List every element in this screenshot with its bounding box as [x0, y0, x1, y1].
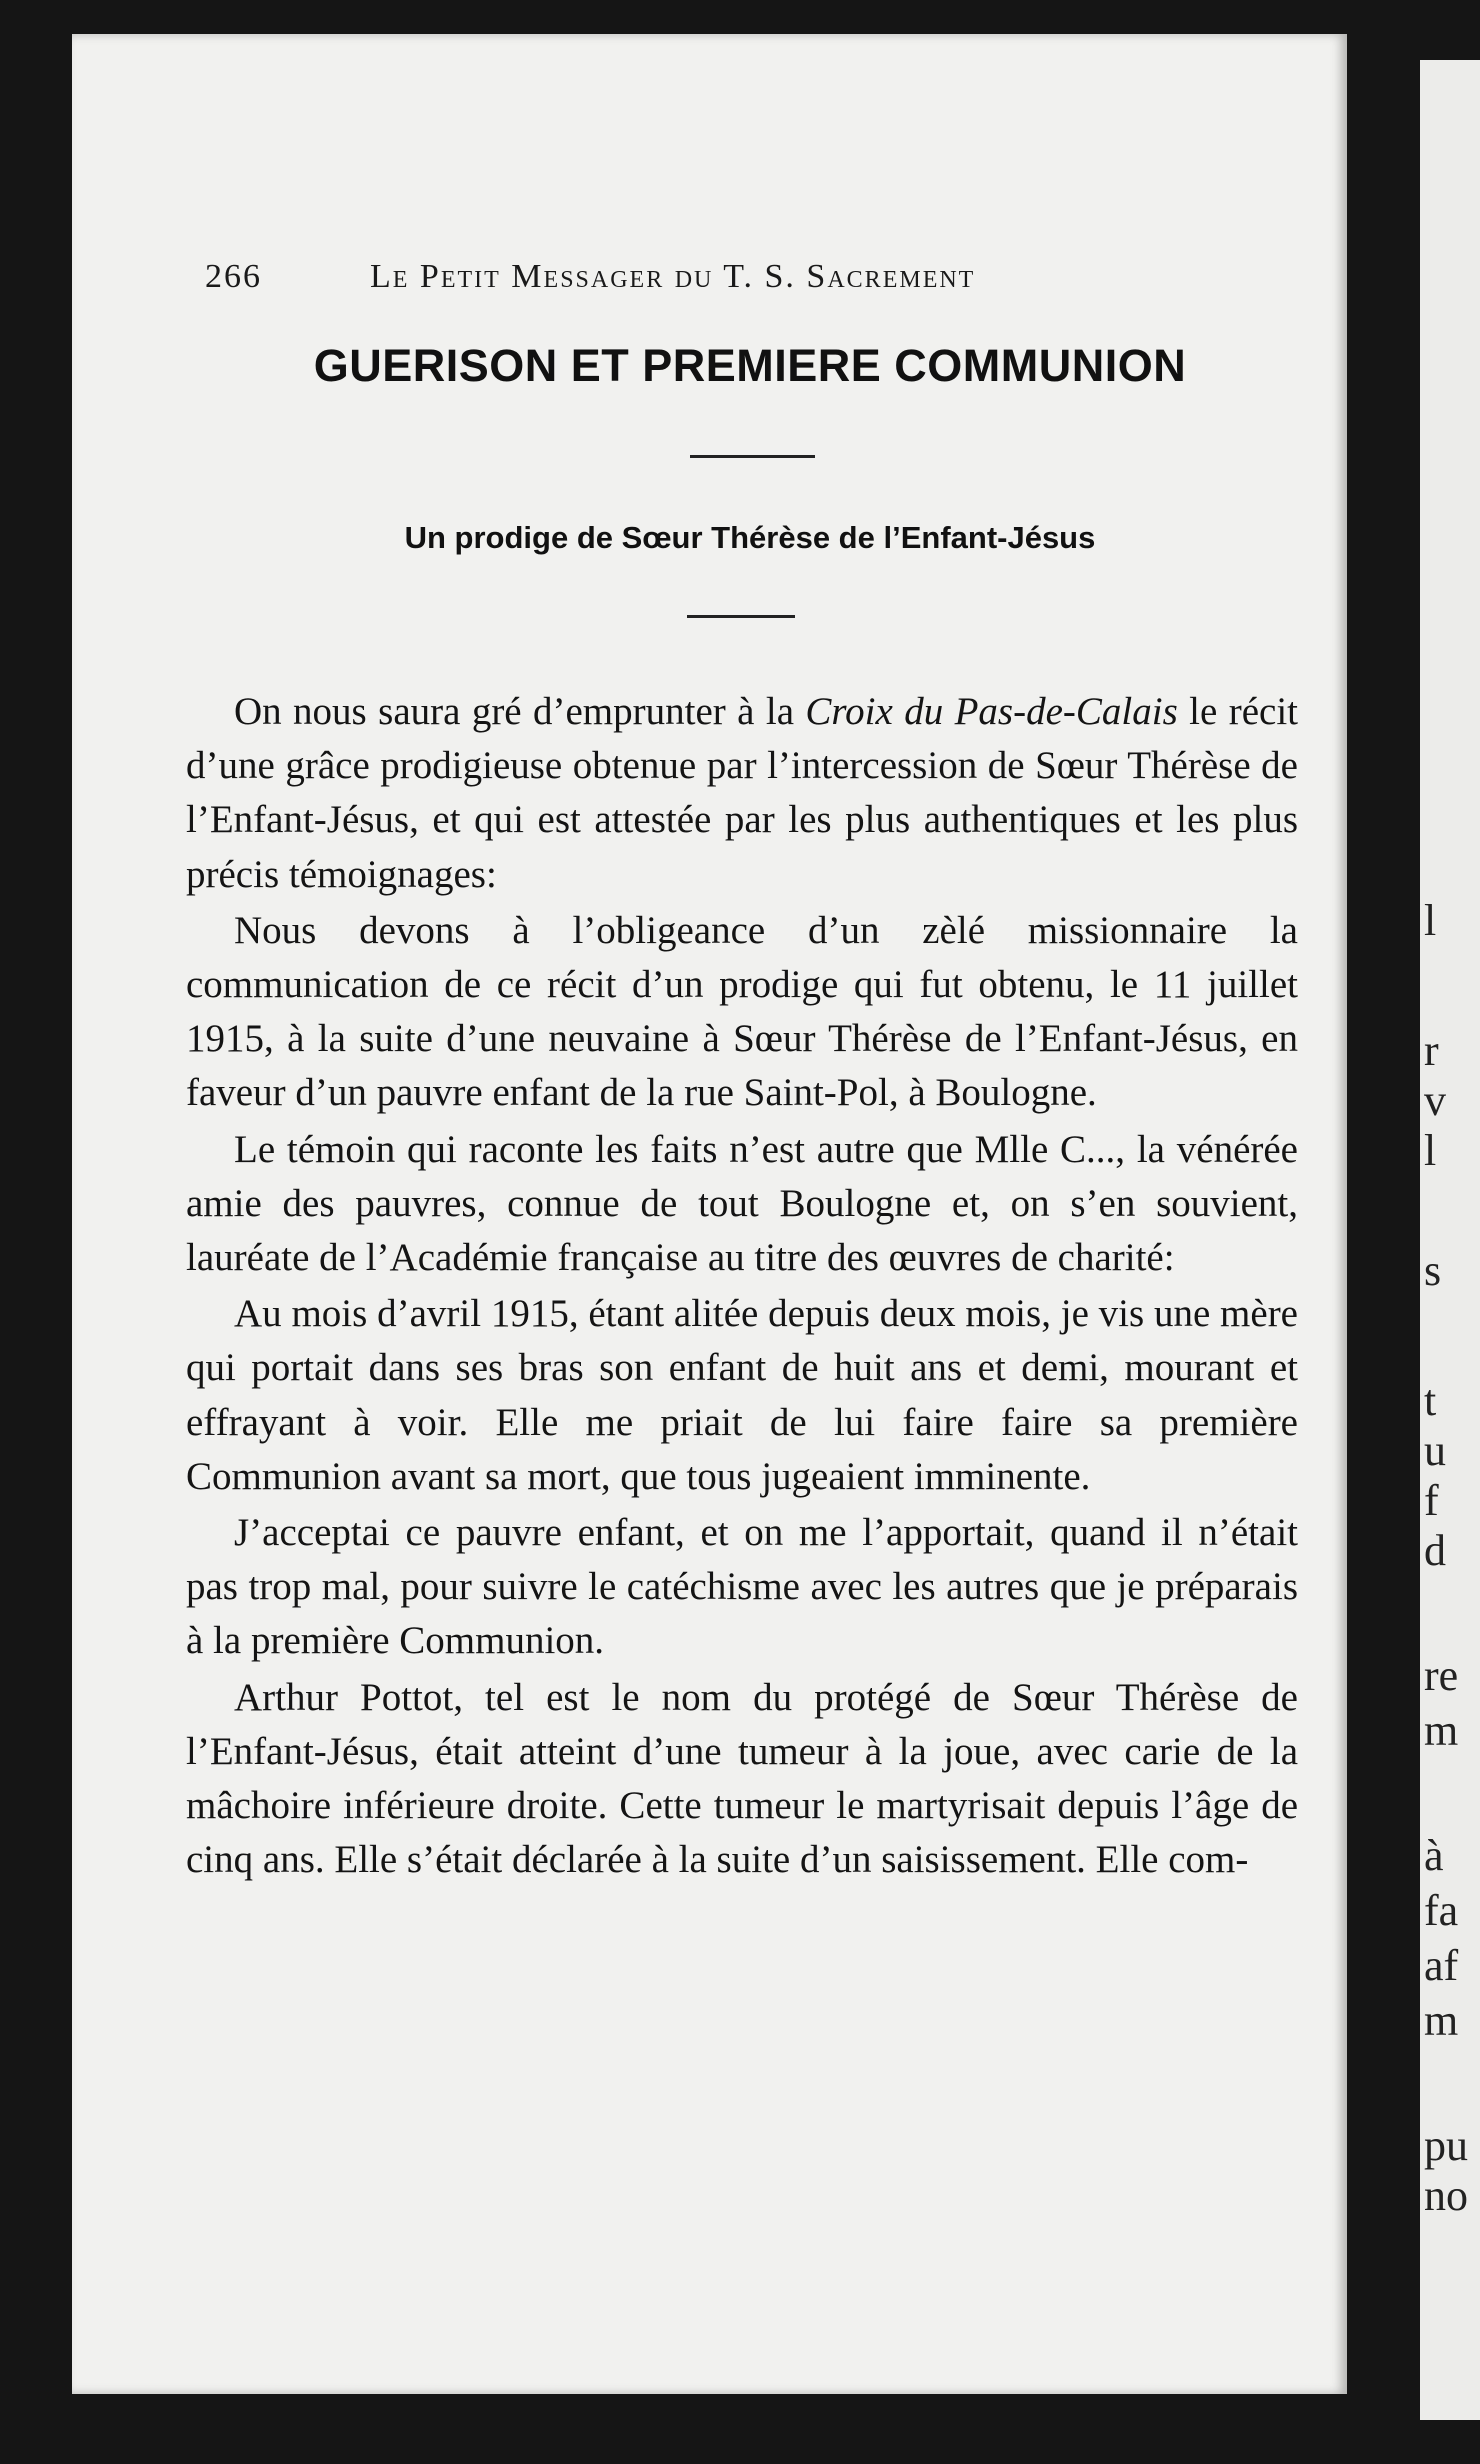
facing-page-fragment: v: [1424, 1076, 1446, 1125]
subtitle-rule: [687, 615, 795, 618]
paragraph: J’acceptai ce pauvre enfant, et on me l’apportait, quand il n’était pas trop mal, pour suivre le catéchisme avec les autres que je préparais à la première Communion.: [186, 1511, 1298, 1663]
paragraph: Arthur Pottot, tel est le nom du protégé de Sœur Thérèse de l’Enfant-Jésus, était atteint d’une tumeur à la joue, avec carie de la mâchoire inférieure droite. Cette tumeur le martyrisait depuis l’âge de cinq ans. Elle s’était déclarée à la suite d’un saisissement. Elle com-: [186, 1675, 1298, 1882]
facing-page-fragment: l: [1424, 1126, 1437, 1175]
facing-page-fragment: d: [1424, 1526, 1446, 1575]
publication-name: Croix du Pas-de-Calais: [805, 690, 1178, 733]
paragraph: Nous devons à l’obligeance d’un zèlé missionnaire la communication de ce récit d’un prodige qui fut obtenu, le 11 juillet 1915, à la suite d’une neuvaine à Sœur Thérèse de l’Enfant-Jésus, en faveur d’un pauvre enfant de la rue Saint-Pol, à Boulogne.: [186, 908, 1298, 1115]
facing-page-fragment: pu: [1424, 2121, 1468, 2170]
facing-page-fragment: fa: [1424, 1886, 1459, 1935]
facing-page-fragment: no: [1424, 2171, 1468, 2220]
facing-page-fragment: f: [1424, 1476, 1439, 1525]
title-rule: [690, 455, 815, 458]
facing-page-fragment: m: [1424, 1996, 1459, 2045]
facing-page-fragment: t: [1424, 1376, 1437, 1425]
running-title: Le Petit Messager du T. S. Sacrement: [370, 258, 976, 295]
article-title: GUERISON ET PREMIERE COMMUNION: [313, 340, 1187, 391]
article-body: [186, 685, 1298, 1887]
facing-page-fragment: af: [1424, 1941, 1459, 1990]
facing-page-fragment: l: [1424, 896, 1437, 945]
facing-page-fragment: r: [1424, 1026, 1439, 1075]
facing-page-fragment: à: [1424, 1831, 1444, 1880]
page-number: 266: [205, 258, 262, 295]
paragraph: Au mois d’avril 1915, étant alitée depuis deux mois, je vis une mère qui portait dans ses bras son enfant de huit ans et demi, mourant et effrayant à voir. Elle me priait de lui faire faire sa première Communion avant sa mort, que tous jugeaient imminente.: [186, 1292, 1298, 1498]
paragraph: On nous saura gré d’emprunter à la Croix du Pas-de-Calais le récit d’une grâce prodigieuse obtenue par l’intercession de Sœur Thérèse de l’Enfant-Jésus, et qui est attestée par les plus authentiques et les plus précis témoignages:: [186, 690, 1298, 896]
paragraph: Le témoin qui raconte les faits n’est autre que Mlle C..., la vénérée amie des pauvres, connue de tout Boulogne et, on s’en souvient, lauréate de l’Académie française au titre des œuvres de charité:: [186, 1127, 1298, 1280]
facing-page-edge: [1420, 60, 1480, 2420]
article-subtitle: Un prodige de Sœur Thérèse de l’Enfant-Jésus: [404, 520, 1096, 555]
facing-page-fragment: s: [1424, 1246, 1442, 1295]
facing-page-fragment: m: [1424, 1706, 1459, 1755]
facing-page-fragment: re: [1424, 1651, 1459, 1700]
facing-page-fragment: u: [1424, 1426, 1446, 1475]
